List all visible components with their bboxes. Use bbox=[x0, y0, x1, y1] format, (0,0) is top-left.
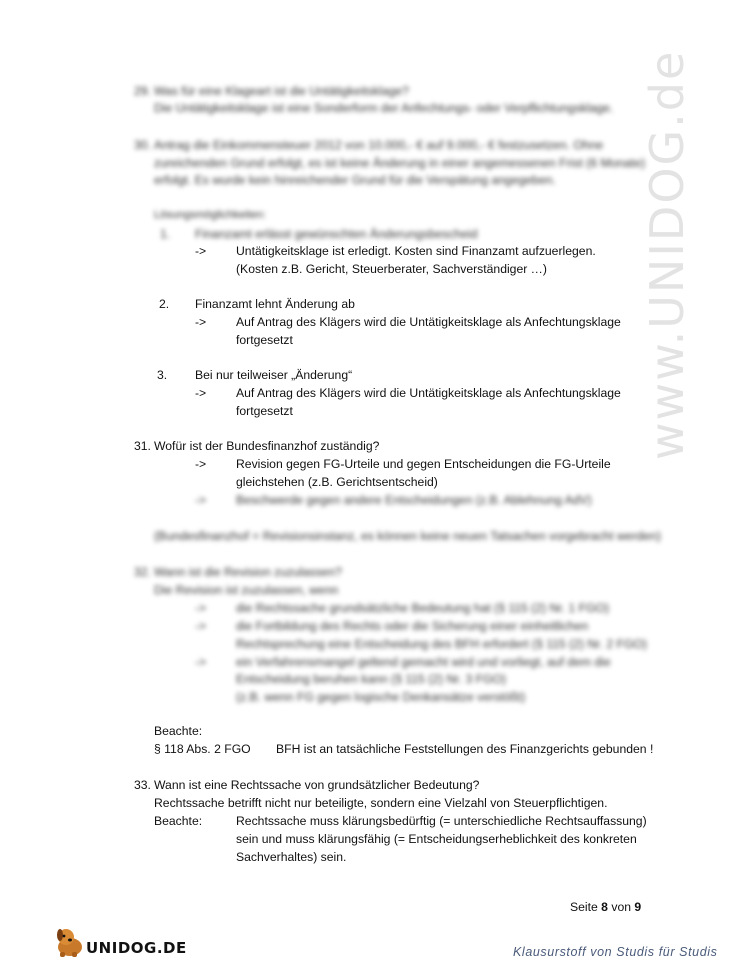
dog-icon bbox=[52, 925, 88, 959]
arrow: -> bbox=[195, 315, 207, 329]
question-number: 32. bbox=[134, 565, 151, 579]
footer-logo bbox=[52, 925, 187, 959]
answer-text: Die Untätigkeitsklage ist eine Sonderform der Anfechtungs- oder Verpflichtungsklage. bbox=[154, 101, 614, 115]
list-item: die Rechtssache grundsätzliche Bedeutung hat (§ 115 (2) Nr. 1 FGO) bbox=[236, 601, 610, 615]
question-number: 31. bbox=[134, 439, 151, 453]
watermark-text: www.UNIDOG.de bbox=[640, 49, 694, 460]
option-title: Bei nur teilweiser „Änderung“ bbox=[195, 368, 353, 382]
option-text: fortgesetzt bbox=[236, 333, 293, 347]
page-total: 9 bbox=[634, 900, 642, 914]
answer-text: Revision gegen FG-Urteile und gegen Entscheidungen die FG-Urteile bbox=[236, 457, 611, 471]
list-item: Entscheidung beruhen kann (§ 115 (2) Nr. 3 FGO) bbox=[236, 672, 507, 686]
list-item: die Fortbildung des Rechts oder die Sicherung einer einheitlichen bbox=[236, 619, 589, 633]
answer-text: gleichstehen (z.B. Gerichtsentscheid) bbox=[236, 475, 438, 489]
question-text: Wann ist die Revision zuzulassen? bbox=[154, 565, 342, 579]
paragraph-ref: § 118 Abs. 2 FGO bbox=[154, 742, 251, 756]
intro-text: Die Revision ist zuzulassen, wenn bbox=[154, 583, 339, 597]
option-number: 3. bbox=[157, 368, 168, 382]
question-text: Was für eine Klageart ist die Untätigkeitsklage? bbox=[154, 84, 409, 98]
answer-text: Rechtssache betrifft nicht nur beteiligte, sondern eine Vielzahl von Steuerpflichtigen. bbox=[154, 796, 608, 810]
arrow: -> bbox=[195, 619, 207, 633]
beachte-label: Beachte: bbox=[154, 724, 203, 738]
page-current: 8 bbox=[601, 900, 608, 914]
question-number: 29. bbox=[134, 84, 151, 98]
arrow: -> bbox=[195, 386, 207, 400]
answer-text: Beschwerde gegen andere Entscheidungen (z.B. Ablehnung AdV) bbox=[236, 493, 592, 507]
question-text: Wofür ist der Bundesfinanzhof zuständig? bbox=[154, 439, 380, 453]
arrow: -> bbox=[195, 601, 207, 615]
question-text: zureichenden Grund erfolgt, es ist keine Änderung in einer angemessenen Frist (6 Monate) bbox=[154, 156, 646, 170]
question-number: 33. bbox=[134, 778, 151, 792]
question-number: 30. bbox=[134, 138, 151, 152]
option-number: 2. bbox=[159, 297, 170, 311]
arrow: -> bbox=[195, 493, 207, 507]
options-heading: Lösungsmöglichkeiten: bbox=[154, 209, 266, 221]
page-number bbox=[570, 900, 641, 914]
option-text: Auf Antrag des Klägers wird die Untätigkeitsklage als Anfechtungsklage bbox=[236, 386, 621, 400]
option-text: (Kosten z.B. Gericht, Steuerberater, Sachverständiger …) bbox=[236, 262, 547, 276]
option-title: Finanzamt erlässt gewünschten Änderungsbescheid bbox=[195, 227, 478, 241]
option-text: fortgesetzt bbox=[236, 404, 293, 418]
option-text: Auf Antrag des Klägers wird die Untätigkeitsklage als Anfechtungsklage bbox=[236, 315, 621, 329]
page-sep: von bbox=[611, 900, 631, 914]
arrow: -> bbox=[195, 655, 207, 669]
note-text: Sachverhaltes) sein. bbox=[236, 850, 347, 864]
arrow: -> bbox=[195, 244, 207, 258]
list-item: (z.B. wenn FG gegen logische Denkansätze verstößt) bbox=[236, 690, 526, 704]
page-prefix: Seite bbox=[570, 900, 598, 914]
question-text: erfolgt. Es wurde kein hinreichender Grund für die Verspätung angegeben. bbox=[154, 173, 556, 187]
option-text: Untätigkeitsklage ist erledigt. Kosten sind Finanzamt aufzuerlegen. bbox=[236, 244, 596, 258]
list-item: Rechtsprechung eine Entscheidung des BFH erfordert (§ 115 (2) Nr. 2 FGO) bbox=[236, 637, 647, 651]
logo-text: UNIDOG.DE bbox=[86, 939, 187, 957]
paragraph-text: BFH ist an tatsächliche Feststellungen des Finanzgerichts gebunden ! bbox=[276, 742, 654, 756]
option-title: Finanzamt lehnt Änderung ab bbox=[195, 297, 355, 311]
question-text: Wann ist eine Rechtssache von grundsätzlicher Bedeutung? bbox=[154, 778, 480, 792]
beachte-label: Beachte: bbox=[154, 814, 203, 828]
question-text: Antrag die Einkommensteuer 2012 von 10.000,- € auf 9.000,- € festzusetzen. Ohne bbox=[154, 138, 604, 152]
list-item: ein Verfahrensmangel geltend gemacht wird und vorliegt, auf dem die bbox=[236, 655, 611, 669]
option-number: 1. bbox=[160, 227, 171, 241]
note-text: sein und muss klärungsfähig (= Entscheidungserheblichkeit des konkreten bbox=[236, 832, 637, 846]
arrow: -> bbox=[195, 457, 207, 471]
note-text: (Bundesfinanzhof = Revisionsinstanz, es können keine neuen Tatsachen vorgebracht werden) bbox=[154, 529, 661, 543]
note-text: Rechtssache muss klärungsbedürftig (= unterschiedliche Rechtsauffassung) bbox=[236, 814, 647, 828]
footer-tagline: Klausurstoff von Studis für Studis bbox=[513, 945, 718, 959]
